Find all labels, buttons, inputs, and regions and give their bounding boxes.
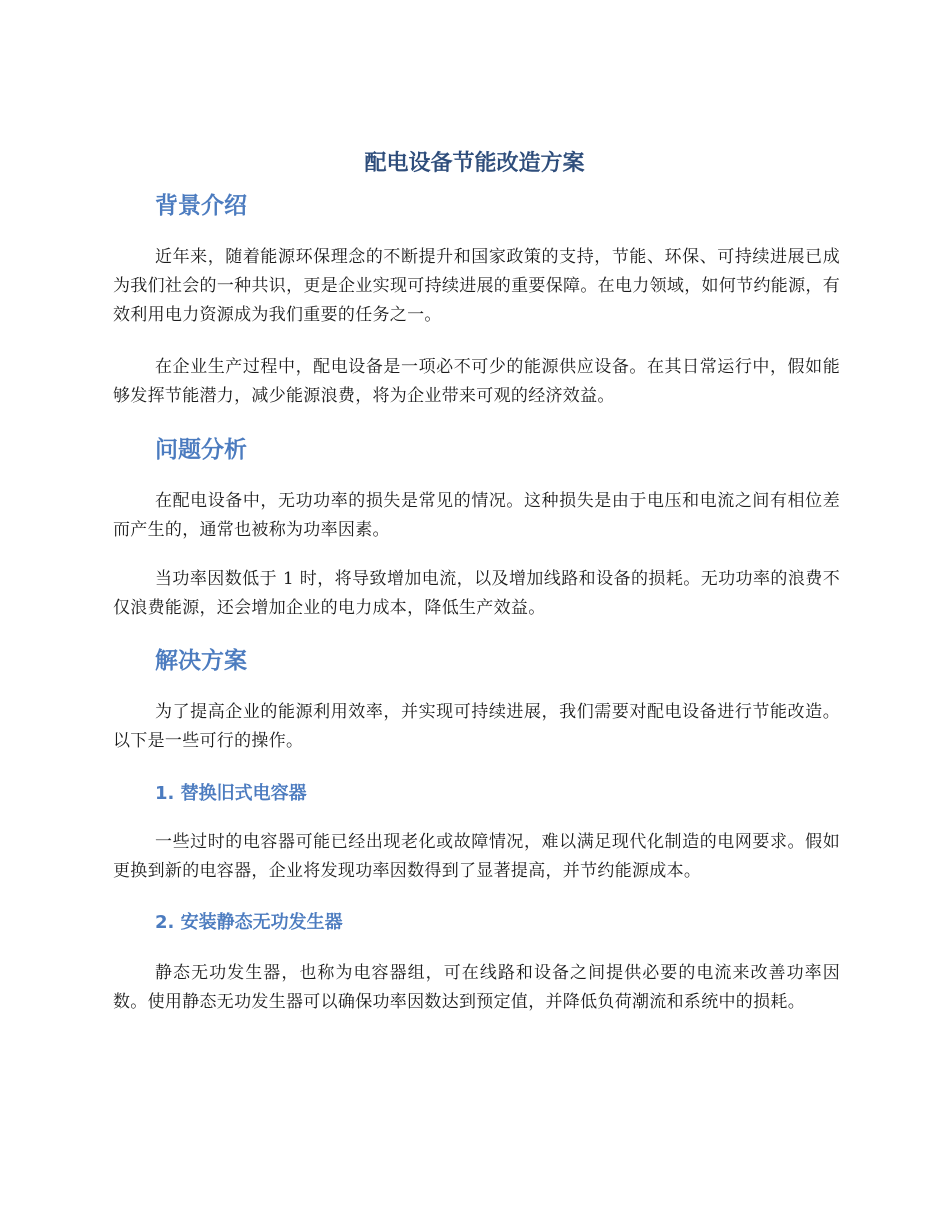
subsection-heading-capacitor: 1. 替换旧式电容器 bbox=[155, 783, 307, 804]
section-heading-problem: 问题分析 bbox=[155, 437, 247, 463]
paragraph-solution-intro: 为了提高企业的能源利用效率，并实现可持续进展，我们需要对配电设备进行节能改造。以下是一些可行的操作。 bbox=[113, 702, 840, 751]
section-heading-background: 背景介绍 bbox=[155, 193, 247, 219]
paragraph-background-1: 近年来，随着能源环保理念的不断提升和国家政策的支持，节能、环保、可持续进展已成为我们社会的一种共识，更是企业实现可持续进展的重要保障。在电力领域，如何节约能源，有效利用电力资源成为我们重要的任务之一。 bbox=[113, 247, 840, 325]
paragraph-problem-2: 当功率因数低于 1 时，将导致增加电流，以及增加线路和设备的损耗。无功功率的浪费不仅浪费能源，还会增加企业的电力成本，降低生产效益。 bbox=[113, 569, 840, 618]
document-title: 配电设备节能改造方案 bbox=[364, 151, 585, 176]
subsection-heading-svg: 2. 安装静态无功发生器 bbox=[155, 912, 343, 933]
paragraph-problem-1: 在配电设备中，无功功率的损失是常见的情况。这种损失是由于电压和电流之间有相位差而产生的，通常也被称为功率因素。 bbox=[113, 491, 840, 540]
section-heading-solution: 解决方案 bbox=[155, 648, 247, 674]
paragraph-capacitor: 一些过时的电容器可能已经出现老化或故障情况，难以满足现代化制造的电网要求。假如更换到新的电容器，企业将发现功率因数得到了显著提高，并节约能源成本。 bbox=[113, 832, 840, 881]
paragraph-background-2: 在企业生产过程中，配电设备是一项必不可少的能源供应设备。在其日常运行中，假如能够发挥节能潜力，减少能源浪费，将为企业带来可观的经济效益。 bbox=[113, 357, 840, 406]
paragraph-svg: 静态无功发生器，也称为电容器组，可在线路和设备之间提供必要的电流来改善功率因数。使用静态无功发生器可以确保功率因数达到预定值，并降低负荷潮流和系统中的损耗。 bbox=[113, 963, 840, 1012]
